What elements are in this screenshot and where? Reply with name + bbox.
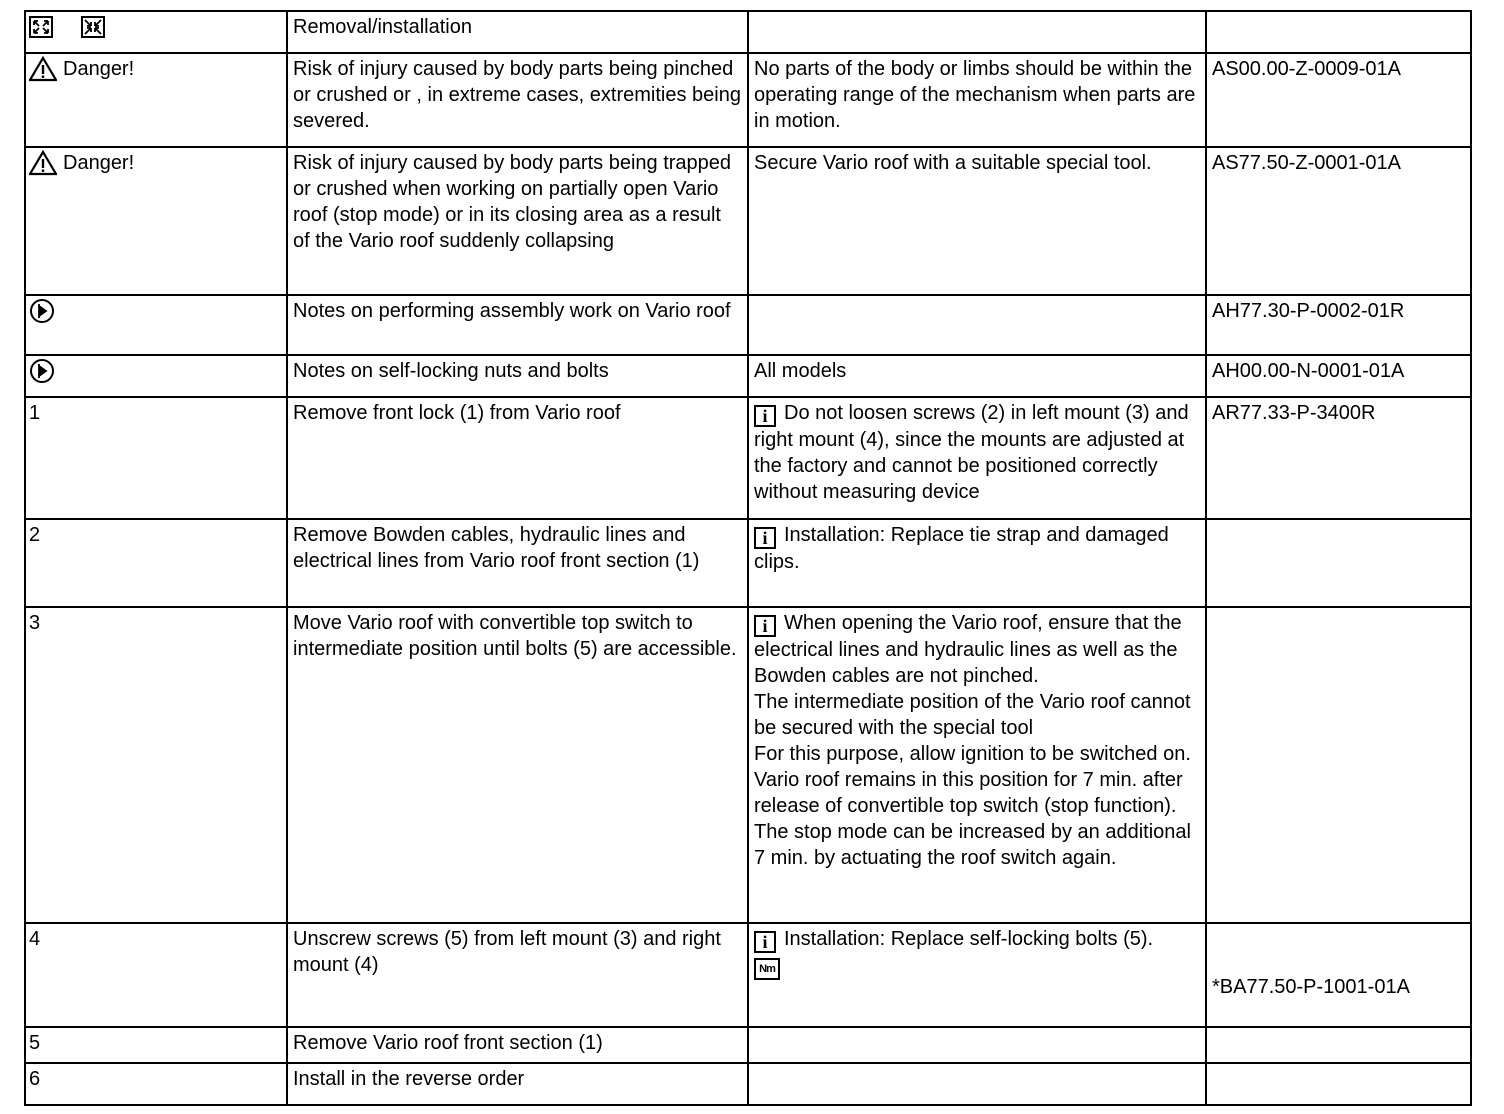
step-text: Install in the reverse order: [293, 1068, 525, 1090]
warning-icon: [29, 150, 57, 176]
header-empty-cell: [1206, 11, 1471, 53]
info-icon: i: [754, 931, 776, 953]
doc-reference-link[interactable]: AR77.33-P-3400R: [1212, 402, 1376, 424]
step-number: 1: [29, 402, 41, 424]
note-text: Notes on performing assembly work on Vario roof: [293, 300, 731, 322]
step-text: Unscrew screws (5) from left mount (3) and right mount (4): [293, 928, 721, 976]
table-row: [25, 1063, 1471, 1105]
step-text: Move Vario roof with convertible top switch to intermediate position until bolts (5) are accessible.: [293, 612, 737, 660]
safety-measure-text: No parts of the body or limbs should be within the operating range of the mechanism when parts are in motion.: [754, 58, 1196, 132]
header-step-cell: [287, 11, 748, 53]
table-row: [25, 923, 1471, 1027]
table-row-header: [25, 11, 1471, 53]
danger-label: Danger!: [63, 58, 135, 80]
info-icon: i: [754, 527, 776, 549]
warning-icon: [29, 56, 57, 82]
info-text: Installation: Replace self-locking bolts (5).: [784, 928, 1154, 950]
danger-label: Danger!: [63, 152, 135, 174]
procedure-table: [24, 10, 1472, 1106]
step-number: 4: [29, 928, 41, 950]
step-number: 2: [29, 524, 41, 546]
doc-reference-link[interactable]: AS00.00-Z-0009-01A: [1212, 58, 1402, 80]
info-text: Do not loosen screws (2) in left mount (3) and right mount (4), since the mounts are adjusted at the factory and cannot be positioned correctly without measuring device: [754, 402, 1189, 503]
step-number: 6: [29, 1068, 41, 1090]
table-row: [25, 295, 1471, 355]
header-step-text: Removal/installation: [293, 16, 472, 38]
note-arrow-icon: [29, 298, 55, 324]
info-text-2: The intermediate position of the Vario roof cannot be secured with the special tool: [754, 691, 1191, 739]
hazard-text: Risk of injury caused by body parts being trapped or crushed when working on partially open Vario roof (stop mode) or in its closing area as a result of the Vario roof suddenly collapsing: [293, 152, 732, 252]
table-row: [25, 355, 1471, 397]
doc-reference-link[interactable]: *BA77.50-P-1001-01A: [1212, 976, 1410, 998]
doc-reference-link[interactable]: AH00.00-N-0001-01A: [1212, 360, 1405, 382]
table-row: [25, 147, 1471, 295]
header-empty-cell: [748, 11, 1206, 53]
table-row: [25, 397, 1471, 519]
expand-icon[interactable]: [29, 16, 53, 38]
model-scope-text: All models: [754, 360, 847, 382]
doc-reference-link[interactable]: AH77.30-P-0002-01R: [1212, 300, 1405, 322]
safety-measure-text: Secure Vario roof with a suitable special tool.: [754, 152, 1152, 174]
step-number: 5: [29, 1032, 41, 1054]
step-number: 3: [29, 612, 41, 634]
note-text: Notes on self-locking nuts and bolts: [293, 360, 609, 382]
collapse-icon[interactable]: [81, 16, 105, 38]
step-text: Remove front lock (1) from Vario roof: [293, 402, 621, 424]
table-row: [25, 519, 1471, 607]
table-row: [25, 607, 1471, 923]
doc-reference-link[interactable]: AS77.50-Z-0001-01A: [1212, 152, 1402, 174]
step-text: Remove Bowden cables, hydraulic lines and electrical lines from Vario roof front section (1): [293, 524, 700, 572]
info-text: When opening the Vario roof, ensure that the electrical lines and hydraulic lines as well as the Bowden cables are not pinched.: [754, 612, 1182, 687]
header-icons-cell: [25, 11, 287, 53]
step-text: Remove Vario roof front section (1): [293, 1032, 603, 1054]
hazard-text: Risk of injury caused by body parts being pinched or crushed or , in extreme cases, extremities being severed.: [293, 58, 741, 132]
info-icon: i: [754, 615, 776, 637]
info-icon: i: [754, 405, 776, 427]
torque-nm-icon: Nm: [754, 958, 780, 980]
table-row: [25, 53, 1471, 147]
info-text-3: For this purpose, allow ignition to be switched on. Vario roof remains in this position for 7 min. after release of convertible top switch (stop function). The stop mode can be increased by an additional 7 min. by actuating the roof switch again.: [754, 743, 1191, 869]
note-arrow-icon: [29, 358, 55, 384]
table-row: [25, 1027, 1471, 1063]
info-text: Installation: Replace tie strap and damaged clips.: [754, 524, 1169, 573]
